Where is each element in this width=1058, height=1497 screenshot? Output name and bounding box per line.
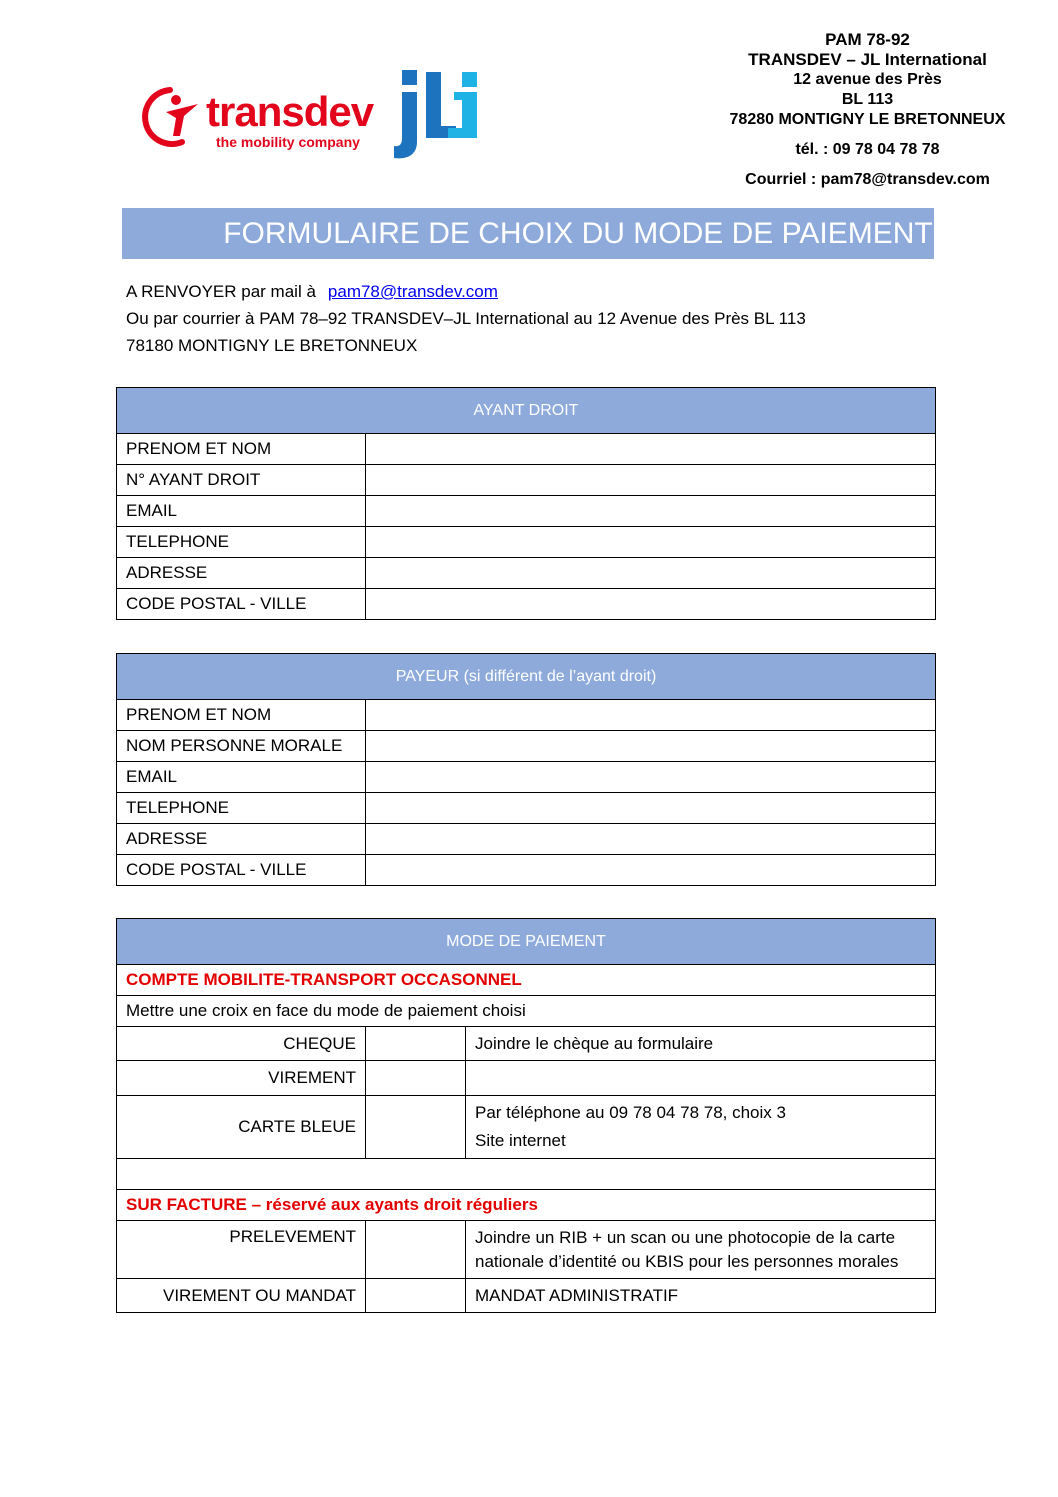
field-input[interactable] xyxy=(366,434,936,465)
field-label: CODE POSTAL - VILLE xyxy=(117,855,366,886)
phone-text: tél. : 09 78 04 78 78 xyxy=(795,141,940,158)
page-title-text: FORMULAIRE DE CHOIX DU MODE DE PAIEMENT xyxy=(223,216,933,250)
email-link[interactable]: pam78@transdev.com xyxy=(327,282,498,301)
field-label: EMAIL xyxy=(117,496,366,527)
instruction-line-3: 78180 MONTIGNY LE BRETONNEUX xyxy=(126,336,418,355)
spacer-row xyxy=(117,1159,936,1190)
field-label: N° AYANT DROIT xyxy=(117,465,366,496)
instruction-line-1 xyxy=(126,278,806,305)
field-input[interactable] xyxy=(366,700,936,731)
page-title xyxy=(122,208,934,259)
section-title-facture: SUR FACTURE – réservé aux ayants droit réguliers xyxy=(117,1190,936,1221)
transdev-logo xyxy=(140,78,375,158)
virement-mandat-checkbox[interactable] xyxy=(366,1279,466,1313)
address-line: BL 113 xyxy=(841,91,894,108)
field-input[interactable] xyxy=(366,855,936,886)
address-line: 12 avenue des Près xyxy=(793,71,942,88)
instruction-prefix: A RENVOYER par mail à xyxy=(126,282,316,301)
prelevement-checkbox[interactable] xyxy=(366,1221,466,1279)
field-input[interactable] xyxy=(366,731,936,762)
payeur-table xyxy=(116,653,936,886)
field-input[interactable] xyxy=(366,527,936,558)
field-input[interactable] xyxy=(366,558,936,589)
carte-bleue-note xyxy=(466,1096,936,1159)
field-input[interactable] xyxy=(366,496,936,527)
paiement-header: MODE DE PAIEMENT xyxy=(117,919,936,965)
field-label: PRENOM ET NOM xyxy=(117,700,366,731)
email-text: Courriel : pam78@transdev.com xyxy=(745,171,990,188)
virement-label: VIREMENT xyxy=(117,1061,366,1096)
section-title-occasionnel: COMPTE MOBILITE-TRANSPORT OCCASONNEL xyxy=(117,965,936,996)
field-label: CODE POSTAL - VILLE xyxy=(117,589,366,620)
field-input[interactable] xyxy=(366,762,936,793)
field-label: EMAIL xyxy=(117,762,366,793)
carte-note-line: Site internet xyxy=(475,1131,566,1150)
instruction-line-2: Ou par courrier à PAM 78–92 TRANSDEV–JL International au 12 Avenue des Près BL 113 xyxy=(126,309,806,328)
jli-logo xyxy=(388,66,488,162)
field-input[interactable] xyxy=(366,465,936,496)
prelevement-label: PRELEVEMENT xyxy=(117,1221,366,1279)
field-input[interactable] xyxy=(366,824,936,855)
cheque-checkbox[interactable] xyxy=(366,1027,466,1061)
virement-mandat-note: MANDAT ADMINISTRATIF xyxy=(466,1279,936,1313)
address-line: PAM 78-92 xyxy=(825,30,910,49)
address-line: 78280 MONTIGNY LE BRETONNEUX xyxy=(729,111,1006,128)
carte-bleue-label: CARTE BLEUE xyxy=(117,1096,366,1159)
instructions xyxy=(126,278,806,359)
transdev-wordmark: transdev xyxy=(206,88,374,135)
payeur-header: PAYEUR (si différent de l’ayant droit) xyxy=(117,654,936,700)
ayant-droit-table xyxy=(116,387,936,620)
field-label: PRENOM ET NOM xyxy=(117,434,366,465)
address-block xyxy=(700,30,1035,190)
field-label: TELEPHONE xyxy=(117,793,366,824)
virement-mandat-label: VIREMENT OU MANDAT xyxy=(117,1279,366,1313)
address-line: TRANSDEV – JL International xyxy=(748,50,987,69)
ayant-droit-header: AYANT DROIT xyxy=(117,388,936,434)
field-label: ADRESSE xyxy=(117,558,366,589)
field-label: NOM PERSONNE MORALE xyxy=(117,731,366,762)
paiement-table xyxy=(116,918,936,1313)
carte-note-line: Par téléphone au 09 78 04 78 78, choix 3 xyxy=(475,1103,786,1122)
prelevement-note: Joindre un RIB + un scan ou une photocopie de la carte nationale d’identité ou KBIS pour les personnes morales xyxy=(466,1221,936,1279)
cheque-note: Joindre le chèque au formulaire xyxy=(466,1027,936,1061)
cheque-label: CHEQUE xyxy=(117,1027,366,1061)
virement-note xyxy=(466,1061,936,1096)
transdev-tagline: the mobility company xyxy=(216,134,360,150)
field-label: TELEPHONE xyxy=(117,527,366,558)
jli-logo-mark xyxy=(388,66,488,162)
field-input[interactable] xyxy=(366,793,936,824)
field-input[interactable] xyxy=(366,589,936,620)
field-label: ADRESSE xyxy=(117,824,366,855)
virement-checkbox[interactable] xyxy=(366,1061,466,1096)
carte-bleue-checkbox[interactable] xyxy=(366,1096,466,1159)
instruction-text: Mettre une croix en face du mode de paiement choisi xyxy=(117,996,936,1027)
